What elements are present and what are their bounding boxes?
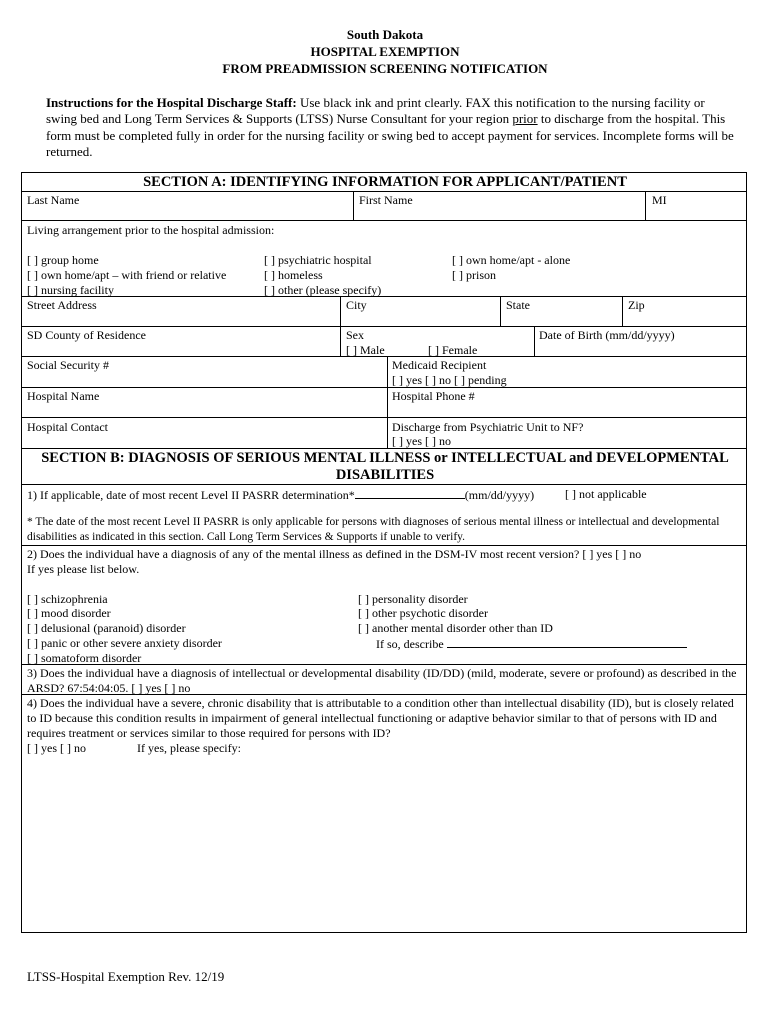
question-4-options[interactable]: [ ] yes [ ] no bbox=[27, 741, 86, 755]
question-1-text: 1) If applicable, date of most recent Level II PASRR determination* bbox=[27, 488, 355, 502]
checkbox-group-home[interactable]: [ ] group home bbox=[27, 253, 99, 267]
describe-prompt bbox=[376, 636, 687, 651]
checkbox-other-psychotic[interactable]: [ ] other psychotic disorder bbox=[358, 606, 488, 620]
form-border-top bbox=[21, 172, 747, 173]
question-2-list-prompt: If yes please list below. bbox=[27, 562, 140, 576]
city-label: City bbox=[346, 298, 367, 312]
section-a-title: SECTION A: IDENTIFYING INFORMATION FOR APPLICANT/PATIENT bbox=[143, 174, 627, 190]
checkbox-prison[interactable]: [ ] prison bbox=[452, 268, 496, 282]
checkbox-psychiatric-hospital[interactable]: [ ] psychiatric hospital bbox=[264, 253, 372, 267]
divider bbox=[21, 417, 747, 418]
instructions-lead: Instructions for the Hospital Discharge Staff: bbox=[46, 95, 297, 110]
form-border-right bbox=[746, 172, 747, 933]
pasrr-date-field[interactable] bbox=[355, 487, 465, 499]
hospital-phone-label: Hospital Phone # bbox=[392, 389, 475, 403]
checkbox-mood-disorder[interactable]: [ ] mood disorder bbox=[27, 606, 111, 620]
checkbox-own-home-alone[interactable]: [ ] own home/apt - alone bbox=[452, 253, 571, 267]
medicaid-label: Medicaid Recipient bbox=[392, 358, 487, 372]
county-label: SD County of Residence bbox=[27, 328, 146, 342]
form-subtitle: FROM PREADMISSION SCREENING NOTIFICATION bbox=[222, 61, 548, 76]
section-b-title-2: DISABILITIES bbox=[335, 467, 435, 483]
ssn-label: Social Security # bbox=[27, 358, 109, 372]
dob-label: Date of Birth (mm/dd/yyyy) bbox=[539, 328, 675, 342]
living-arrangement-label: Living arrangement prior to the hospital admission: bbox=[27, 223, 275, 237]
checkbox-panic-disorder[interactable]: [ ] panic or other severe anxiety disorder bbox=[27, 636, 222, 650]
sex-label: Sex bbox=[346, 328, 364, 342]
checkbox-nursing-facility[interactable]: [ ] nursing facility bbox=[27, 283, 114, 297]
divider bbox=[21, 545, 747, 546]
state-label: State bbox=[506, 298, 530, 312]
divider bbox=[622, 296, 623, 327]
divider bbox=[21, 387, 747, 388]
hospital-contact-label: Hospital Contact bbox=[27, 420, 108, 434]
checkbox-not-applicable[interactable]: [ ] not applicable bbox=[565, 487, 647, 501]
checkbox-another-mental[interactable]: [ ] another mental disorder other than ID bbox=[358, 621, 553, 635]
checkbox-personality-disorder[interactable]: [ ] personality disorder bbox=[358, 592, 468, 606]
divider bbox=[21, 448, 747, 449]
question-1-format: (mm/dd/yyyy) bbox=[464, 488, 535, 502]
section-b-title: SECTION B: DIAGNOSIS OF SERIOUS MENTAL ILLNESS or INTELLECTUAL and DEVELOPMENTAL bbox=[41, 450, 729, 466]
state-heading: South Dakota bbox=[346, 27, 424, 42]
divider bbox=[21, 326, 747, 327]
checkbox-schizophrenia[interactable]: [ ] schizophrenia bbox=[27, 592, 108, 606]
form-border-bottom bbox=[21, 932, 747, 933]
divider bbox=[534, 326, 535, 357]
discharge-options[interactable]: [ ] yes [ ] no bbox=[392, 434, 451, 448]
footer-revision: LTSS-Hospital Exemption Rev. 12/19 bbox=[27, 969, 225, 984]
pasrr-note: * The date of the most recent Level II PASRR is only applicable for persons with diagnoses of serious mental illness or intellectual and developmental disabilities as indicated in this section. Call Long Term Services & Supports if unable to verify. bbox=[27, 516, 720, 543]
checkbox-male[interactable]: [ ] Male bbox=[346, 343, 385, 357]
instructions-text-b: to discharge from the hospital. This form must be completed fully in order for the nursing facility or swing bed to accept payment for services. Incomplete forms will be returned. bbox=[46, 111, 734, 160]
first-name-label: First Name bbox=[359, 193, 413, 207]
checkbox-somatoform-disorder[interactable]: [ ] somatoform disorder bbox=[27, 651, 142, 665]
discharge-psych-label: Discharge from Psychiatric Unit to NF? bbox=[392, 420, 584, 434]
hospital-name-label: Hospital Name bbox=[27, 389, 100, 403]
divider bbox=[353, 191, 354, 221]
checkbox-own-home-friend[interactable]: [ ] own home/apt – with friend or relative bbox=[27, 268, 227, 282]
divider bbox=[21, 484, 747, 485]
divider bbox=[21, 191, 747, 192]
form-title: HOSPITAL EXEMPTION bbox=[310, 44, 460, 59]
checkbox-other[interactable]: [ ] other (please specify) bbox=[264, 283, 382, 297]
question-4-specify: If yes, please specify: bbox=[137, 741, 241, 755]
zip-label: Zip bbox=[628, 298, 645, 312]
divider bbox=[340, 296, 341, 357]
checkbox-female[interactable]: [ ] Female bbox=[428, 343, 478, 357]
divider bbox=[387, 356, 388, 448]
divider bbox=[21, 296, 747, 297]
mi-label: MI bbox=[652, 193, 667, 207]
instructions bbox=[46, 95, 736, 161]
describe-label: If so, describe bbox=[376, 637, 444, 651]
form-border-left bbox=[21, 172, 22, 933]
divider bbox=[500, 296, 501, 327]
medicaid-options[interactable]: [ ] yes [ ] no [ ] pending bbox=[392, 373, 507, 387]
instructions-text-a: Use black ink and print clearly. FAX this notification to the nursing facility or swing bed and Long Term Services & Supports (LTSS) Nurse Consultant for your region bbox=[46, 95, 705, 127]
divider bbox=[645, 191, 646, 221]
question-3: 3) Does the individual have a diagnosis of intellectual or developmental disability (ID/DD) (mild, moderate, severe or profound) as described in the ARSD? 67:54:04:05. [ ] yes [ ] no bbox=[27, 666, 737, 695]
instructions-prior: prior bbox=[512, 111, 538, 127]
describe-field[interactable] bbox=[447, 636, 687, 648]
checkbox-homeless[interactable]: [ ] homeless bbox=[264, 268, 323, 282]
question-1 bbox=[27, 487, 534, 502]
checkbox-delusional-disorder[interactable]: [ ] delusional (paranoid) disorder bbox=[27, 621, 186, 635]
question-2: 2) Does the individual have a diagnosis of any of the mental illness as defined in the DSM-IV most recent version? [ ] yes [ ] no bbox=[27, 547, 642, 561]
question-4: 4) Does the individual have a severe, chronic disability that is attributable to a condition other than intellectual disability (ID), but is closely related to ID because this condition results in impairment of general intellectual functioning or adaptive behavior similar to that of persons with ID and requires treatment or services similar to those required for persons with ID? bbox=[27, 696, 734, 740]
divider bbox=[21, 220, 747, 221]
last-name-label: Last Name bbox=[27, 193, 80, 207]
street-address-label: Street Address bbox=[27, 298, 97, 312]
